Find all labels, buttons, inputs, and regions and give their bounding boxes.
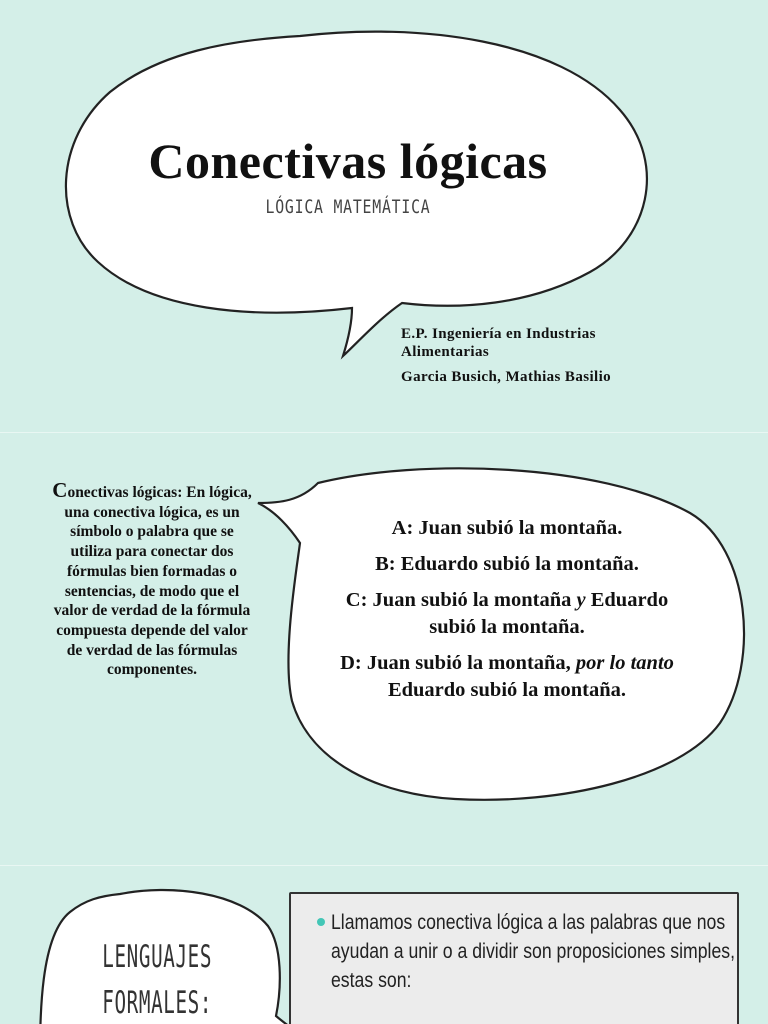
slide-definition	[0, 433, 768, 865]
examples-list	[324, 515, 690, 713]
author-name: Garcia Busich, Mathias Basilio	[401, 369, 612, 385]
bullet-icon	[317, 918, 325, 926]
definition-paragraph	[52, 478, 252, 680]
example-b: B: Eduardo subió la montaña.	[375, 553, 639, 575]
school-name-line1: E.P. Ingeniería en Industrias	[401, 326, 596, 342]
bullet-text: Llamamos conectiva lógica a las palabras que nos ayudan a unir o a dividir son proposiciones simples, estas son:	[331, 911, 735, 992]
definition-text: onectivas lógicas: En lógica, una conectiva lógica, es un símbolo o palabra que se utiliza para conectar dos fórmulas bien formadas o sentencias, de modo que el valor de verdad de la fórmula compuesta depende del valor de verdad de las fórmulas componentes.	[53, 484, 252, 679]
slide-title-text: Conectivas lógicas	[148, 133, 548, 189]
slide-title	[0, 0, 768, 432]
formal-languages-title: LENGUAJES FORMALES:	[102, 939, 213, 1021]
example-a: A: Juan subió la montaña.	[391, 517, 623, 539]
school-name-line2: Alimentarias	[401, 344, 490, 360]
example-d: D: Juan subió la montaña, por lo tanto Eduardo subió la montaña.	[340, 652, 674, 701]
definition-dropcap: C	[52, 478, 68, 502]
example-c: C: Juan subió la montaña y Eduardo subió la montaña.	[345, 589, 669, 638]
slide-formal-languages	[0, 866, 768, 1024]
connective-por-lo-tanto: por lo tanto	[575, 652, 674, 674]
connective-y: y	[576, 589, 586, 611]
content-card	[289, 892, 739, 1024]
slide-subtitle: LÓGICA MATEMÁTICA	[265, 196, 431, 218]
